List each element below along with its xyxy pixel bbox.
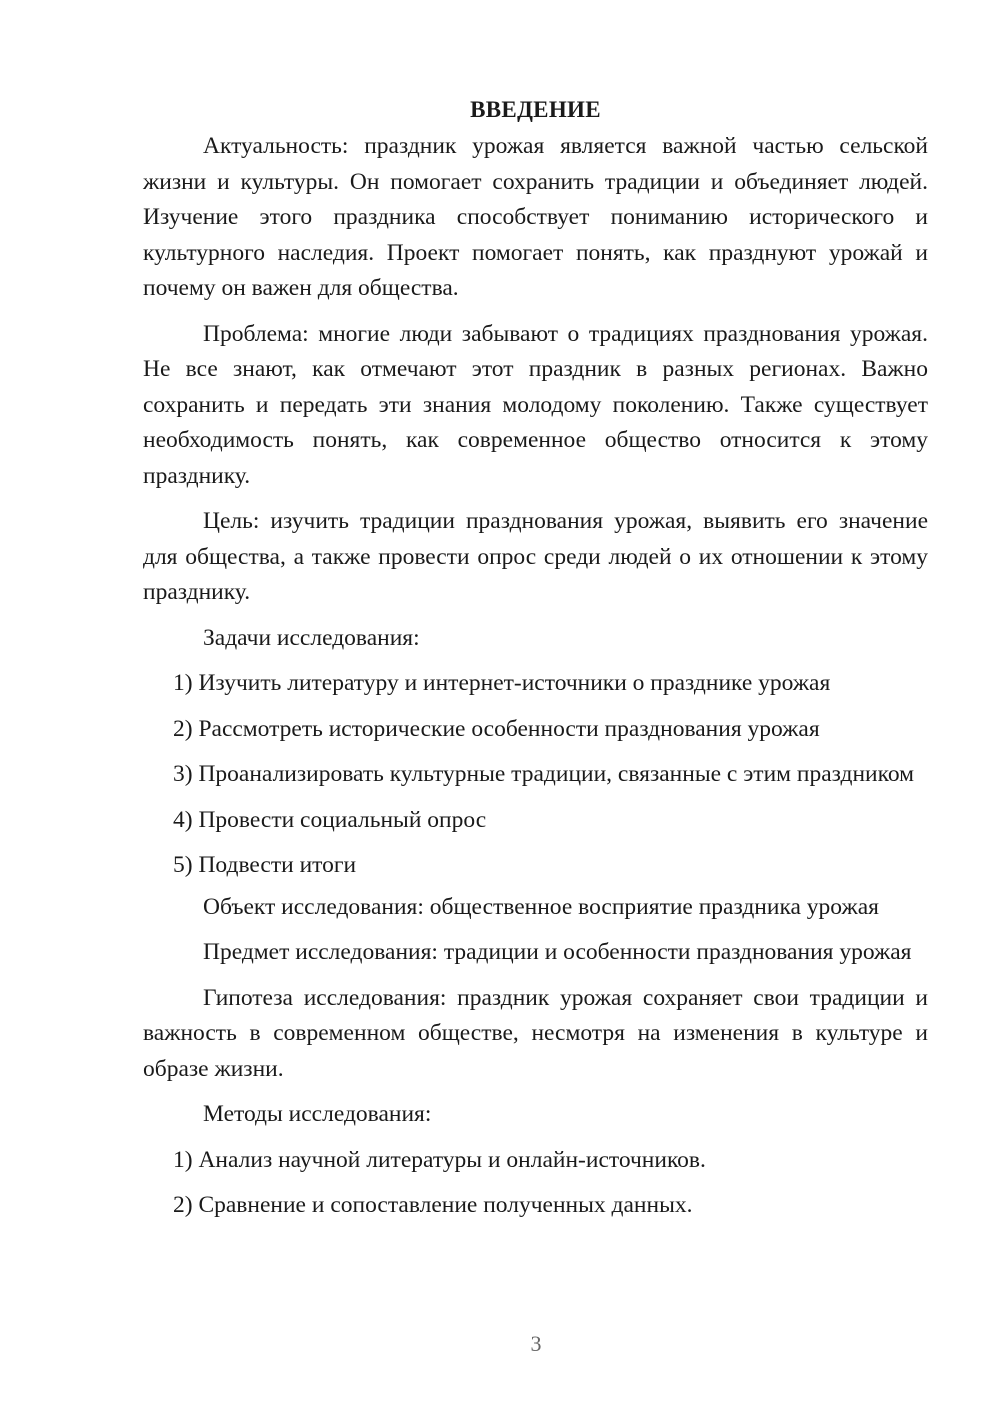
methods-heading: Методы исследования: <box>203 1101 432 1127</box>
goal-paragraph: Цель: изучить традиции празднования урожая, выявить его значение для общества, а также провести опрос среди людей о их отношении к этому празднику. <box>143 508 928 605</box>
document-title: ВВЕДЕНИЕ <box>470 97 601 122</box>
subject-paragraph: Предмет исследования: традиции и особенности празднования урожая <box>203 939 912 965</box>
task-item: 3) Проанализировать культурные традиции, связанные с этим праздником <box>173 761 915 787</box>
problem-paragraph: Проблема: многие люди забывают о традициях празднования урожая. Не все знают, как отмечают этот праздник в разных регионах. Важно сохранить и передать эти знания молодому поколению. Также существует необходимость понять, как современное общество относится к этому празднику. <box>143 320 928 489</box>
task-item: 2) Рассмотреть исторические особенности празднования урожая <box>173 715 820 742</box>
tasks-heading: Задачи исследования: <box>203 624 420 651</box>
hypothesis-paragraph: Гипотеза исследования: праздник урожая сохраняет свои традиции и важность в современном обществе, несмотря на изменения в культуре и образе жизни. <box>143 984 928 1082</box>
object-paragraph: Объект исследования: общественное восприятие праздника урожая <box>203 893 879 920</box>
task-item: 5) Подвести итоги <box>173 852 357 878</box>
page-number: 3 <box>530 1331 542 1356</box>
method-item: 2) Сравнение и сопоставление полученных данных. <box>173 1192 693 1218</box>
task-item: 1) Изучить литературу и интернет-источники о празднике урожая <box>173 670 831 696</box>
method-item: 1) Анализ научной литературы и онлайн-источников. <box>173 1146 706 1173</box>
task-item: 4) Провести социальный опрос <box>173 806 487 833</box>
document-page <box>143 92 928 1234</box>
relevance-paragraph: Актуальность: праздник урожая является важной частью сельской жизни и культуры. Он помогает сохранить традиции и объединяет людей. Изучение этого праздника способствует пониманию исторического и культурного наследия. Проект помогает понять, как празднуют урожай и почему он важен для общества. <box>143 133 928 301</box>
